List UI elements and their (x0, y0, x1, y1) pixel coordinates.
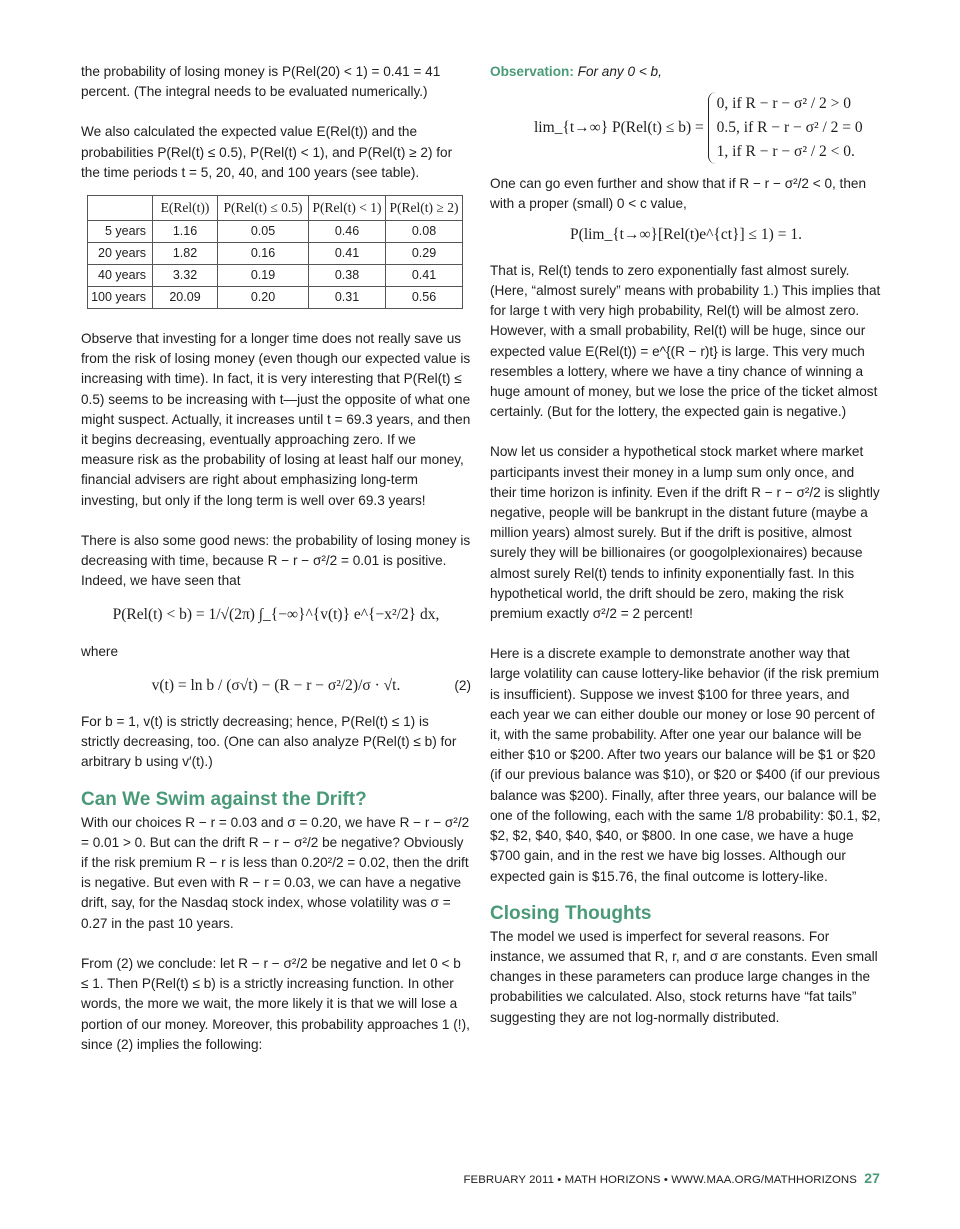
results-table (87, 195, 463, 309)
equation-limit-cases (534, 92, 882, 164)
equation-text: P(Rel(t) < b) = 1/√(2π) ∫_{−∞}^{v(t)} e^{−x²/2} dx, (112, 606, 440, 624)
section-heading: Can We Swim against the Drift? (81, 788, 367, 810)
table-header: P(Rel(t) ≥ 2) (386, 196, 463, 221)
left-column (81, 62, 471, 1055)
paragraph: For b = 1, v(t) is strictly decreasing; hence, P(Rel(t) ≤ 1) is strictly decreasing, too. (One can also analyze P(Rel(t) ≤ b) for arbitrary b using v′(t).) (81, 714, 457, 770)
table-cell: 0.46 (309, 221, 386, 243)
paragraph: With our choices R − r = 0.03 and σ = 0.20, we have R − r − σ²/2 = 0.01 > 0. But can the drift R − r − σ²/2 be negative? Obviously if the risk premium R − r is less than 0.20²/2 = 0.02, then the drift is negative. But even with R − r = 0.03, we can have a negative drift, say, for the Nasdaq stock index, whose volatility was σ = 0.27 in the past 10 years. (81, 814, 470, 931)
table-header: P(Rel(t) ≤ 0.5) (218, 196, 309, 221)
paragraph: We also calculated the expected value E(Rel(t)) and the probabilities P(Rel(t) ≤ 0.5), P(Rel(t) < 1), and P(Rel(t) ≥ 2) for the time periods t = 5, 20, 40, and 100 years (see table). (81, 124, 453, 180)
table-cell: 40 years (88, 265, 153, 287)
cases-brace (708, 92, 863, 164)
paragraph: Here is a discrete example to demonstrate another way that large volatility can cause lottery-like behavior (if the risk premium is insufficient). Suppose we invest $100 for three years, and each year we can either double our money or lose 90 percent of it, with the same probability. After one year our balance will be either $10 or $200. After two years our balance will be $1 or $20 (if our previous balance was $10), or $20 or $400 (if our previous balance was $200). Finally, after three years, our balance will be one of the following, each with the same 1/8 probability: $0.1, $2, $2, $2, $40, $40, $40, or $800. In one case, we have a huge $700 gain, and in the rest we have big losses. Although our expected gain is $15.76, the final outcome is lottery-like. (490, 646, 881, 884)
case-line: 1, if R − r − σ² / 2 < 0. (716, 143, 855, 161)
equation-v (81, 676, 471, 696)
equation-text: v(t) = ln b / (σ√t) − (R − r − σ²/2)/σ · √t. (151, 676, 401, 694)
paragraph: From (2) we conclude: let R − r − σ²/2 be negative and let 0 < b ≤ 1. Then P(Rel(t) ≤ b) is a strictly increasing function. In other words, the more we wait, the more likely it is that we will lose a portion of our money. Moreover, this probability approaches 1 (!), since (2) implies the following: (81, 955, 470, 1052)
section-heading: Closing Thoughts (490, 902, 652, 924)
table-cell: 0.05 (218, 221, 309, 243)
table-cell: 0.08 (386, 221, 463, 243)
table-cell: 1.82 (153, 243, 218, 265)
table-cell: 0.41 (309, 243, 386, 265)
table-cell: 0.38 (309, 265, 386, 287)
footer-text: FEBRUARY 2011 • MATH HORIZONS • WWW.MAA.ORG/MATHHORIZONS (463, 1174, 857, 1186)
table-header: P(Rel(t) < 1) (309, 196, 386, 221)
page-footer (463, 1170, 880, 1186)
table-header: E(Rel(t)) (153, 196, 218, 221)
case-line: 0.5, if R − r − σ² / 2 = 0 (716, 119, 863, 137)
table-row (88, 265, 463, 287)
table-row (88, 221, 463, 243)
table-cell: 0.31 (309, 287, 386, 309)
table-row (88, 287, 463, 309)
paragraph: Now let us consider a hypothetical stock market where market participants invest their money in a lump sum only once, and their time horizon is infinity. Even if the drift R − r − σ²/2 is slightly negative, people will be bankrupt in the distant future (maybe a million years) almost surely. But if the drift is positive, almost surely they will be billionaires (or googolplexionaires) because almost surely Rel(t) tends to infinity exponentially fast. In this hypothetical world, the drift should be zero, making the risk premium exactly σ²/2 = 2 percent! (490, 444, 880, 622)
case-line: 0, if R − r − σ² / 2 > 0 (716, 95, 852, 113)
table-cell: 100 years (88, 287, 153, 309)
table-cell: 20.09 (153, 287, 218, 309)
paragraph: One can go even further and show that if R − r − σ²/2 < 0, then with a proper (small) 0 < c value, (490, 176, 867, 212)
table-cell: 0.56 (386, 287, 463, 309)
paragraph: There is also some good news: the probability of losing money is decreasing with time, because R − r − σ²/2 = 0.01 is positive. Indeed, we have seen that (81, 532, 471, 589)
table-cell: 20 years (88, 243, 153, 265)
table-cell: 0.41 (386, 265, 463, 287)
paragraph: The model we used is imperfect for several reasons. For instance, we assumed that R, r, and σ are constants. Even small changes in these parameters can produce large changes in the probabilities we calculated. Also, stock returns have “fat tails” suggesting they are not log-normally distributed. (490, 928, 878, 1025)
table-cell: 3.32 (153, 265, 218, 287)
table-cell: 0.29 (386, 243, 463, 265)
equation-integral (81, 605, 471, 625)
table-cell: 0.19 (218, 265, 309, 287)
table-row (88, 243, 463, 265)
equation-number: (2) (454, 677, 471, 693)
table-cell: 0.16 (218, 243, 309, 265)
paragraph: That is, Rel(t) tends to zero exponentially fast almost surely. (Here, “almost surely” means with probability 1.) This implies that for large t with very high probability, Rel(t) will be almost zero. However, with a small probability, Rel(t) will be huge, since our expected value E(Rel(t)) = e^{(R − r)t} is large. This very much resembles a lottery, where we have a tiny chance of winning a huge amount of money, but we lose the price of the ticket almost certainly. (But for the lottery, the expected gain is negative.) (490, 262, 881, 420)
page-number: 27 (864, 1170, 880, 1186)
table-header (88, 196, 153, 221)
paragraph: Observe that investing for a longer time does not really save us from the risk of losing money (even though our expected value is increasing with time). In fact, it is very interesting that P(Rel(t) ≤ 0.5) seems to be increasing with t—just the opposite of what one might suspect. Actually, it increases until t = 69.3 years, and then it begins decreasing, eventually approaching zero. If we measure risk as the probability of losing at least half our money, financial advisers are right about emphasizing long-term investing, but only if the long term is well over 69.3 years! (81, 331, 471, 508)
table-header-row (88, 196, 463, 221)
table-cell: 1.16 (153, 221, 218, 243)
observation-text: For any 0 < b, (577, 64, 662, 79)
equation-lhs: lim_{t→∞} P(Rel(t) ≤ b) = (534, 119, 704, 137)
equation-text: P(lim_{t→∞}[Rel(t)e^{ct}] ≤ 1) = 1. (570, 225, 802, 243)
paragraph: the probability of losing money is P(Rel(20) < 1) = 0.41 = 41 percent. (The integral needs to be evaluated numerically.) (81, 64, 441, 100)
table-cell: 0.20 (218, 287, 309, 309)
observation (490, 62, 882, 82)
observation-label: Observation: (490, 64, 574, 79)
right-column (490, 62, 882, 1028)
table-cell: 5 years (88, 221, 153, 243)
where-label: where (81, 643, 119, 659)
equation-exp-limit (490, 225, 882, 245)
